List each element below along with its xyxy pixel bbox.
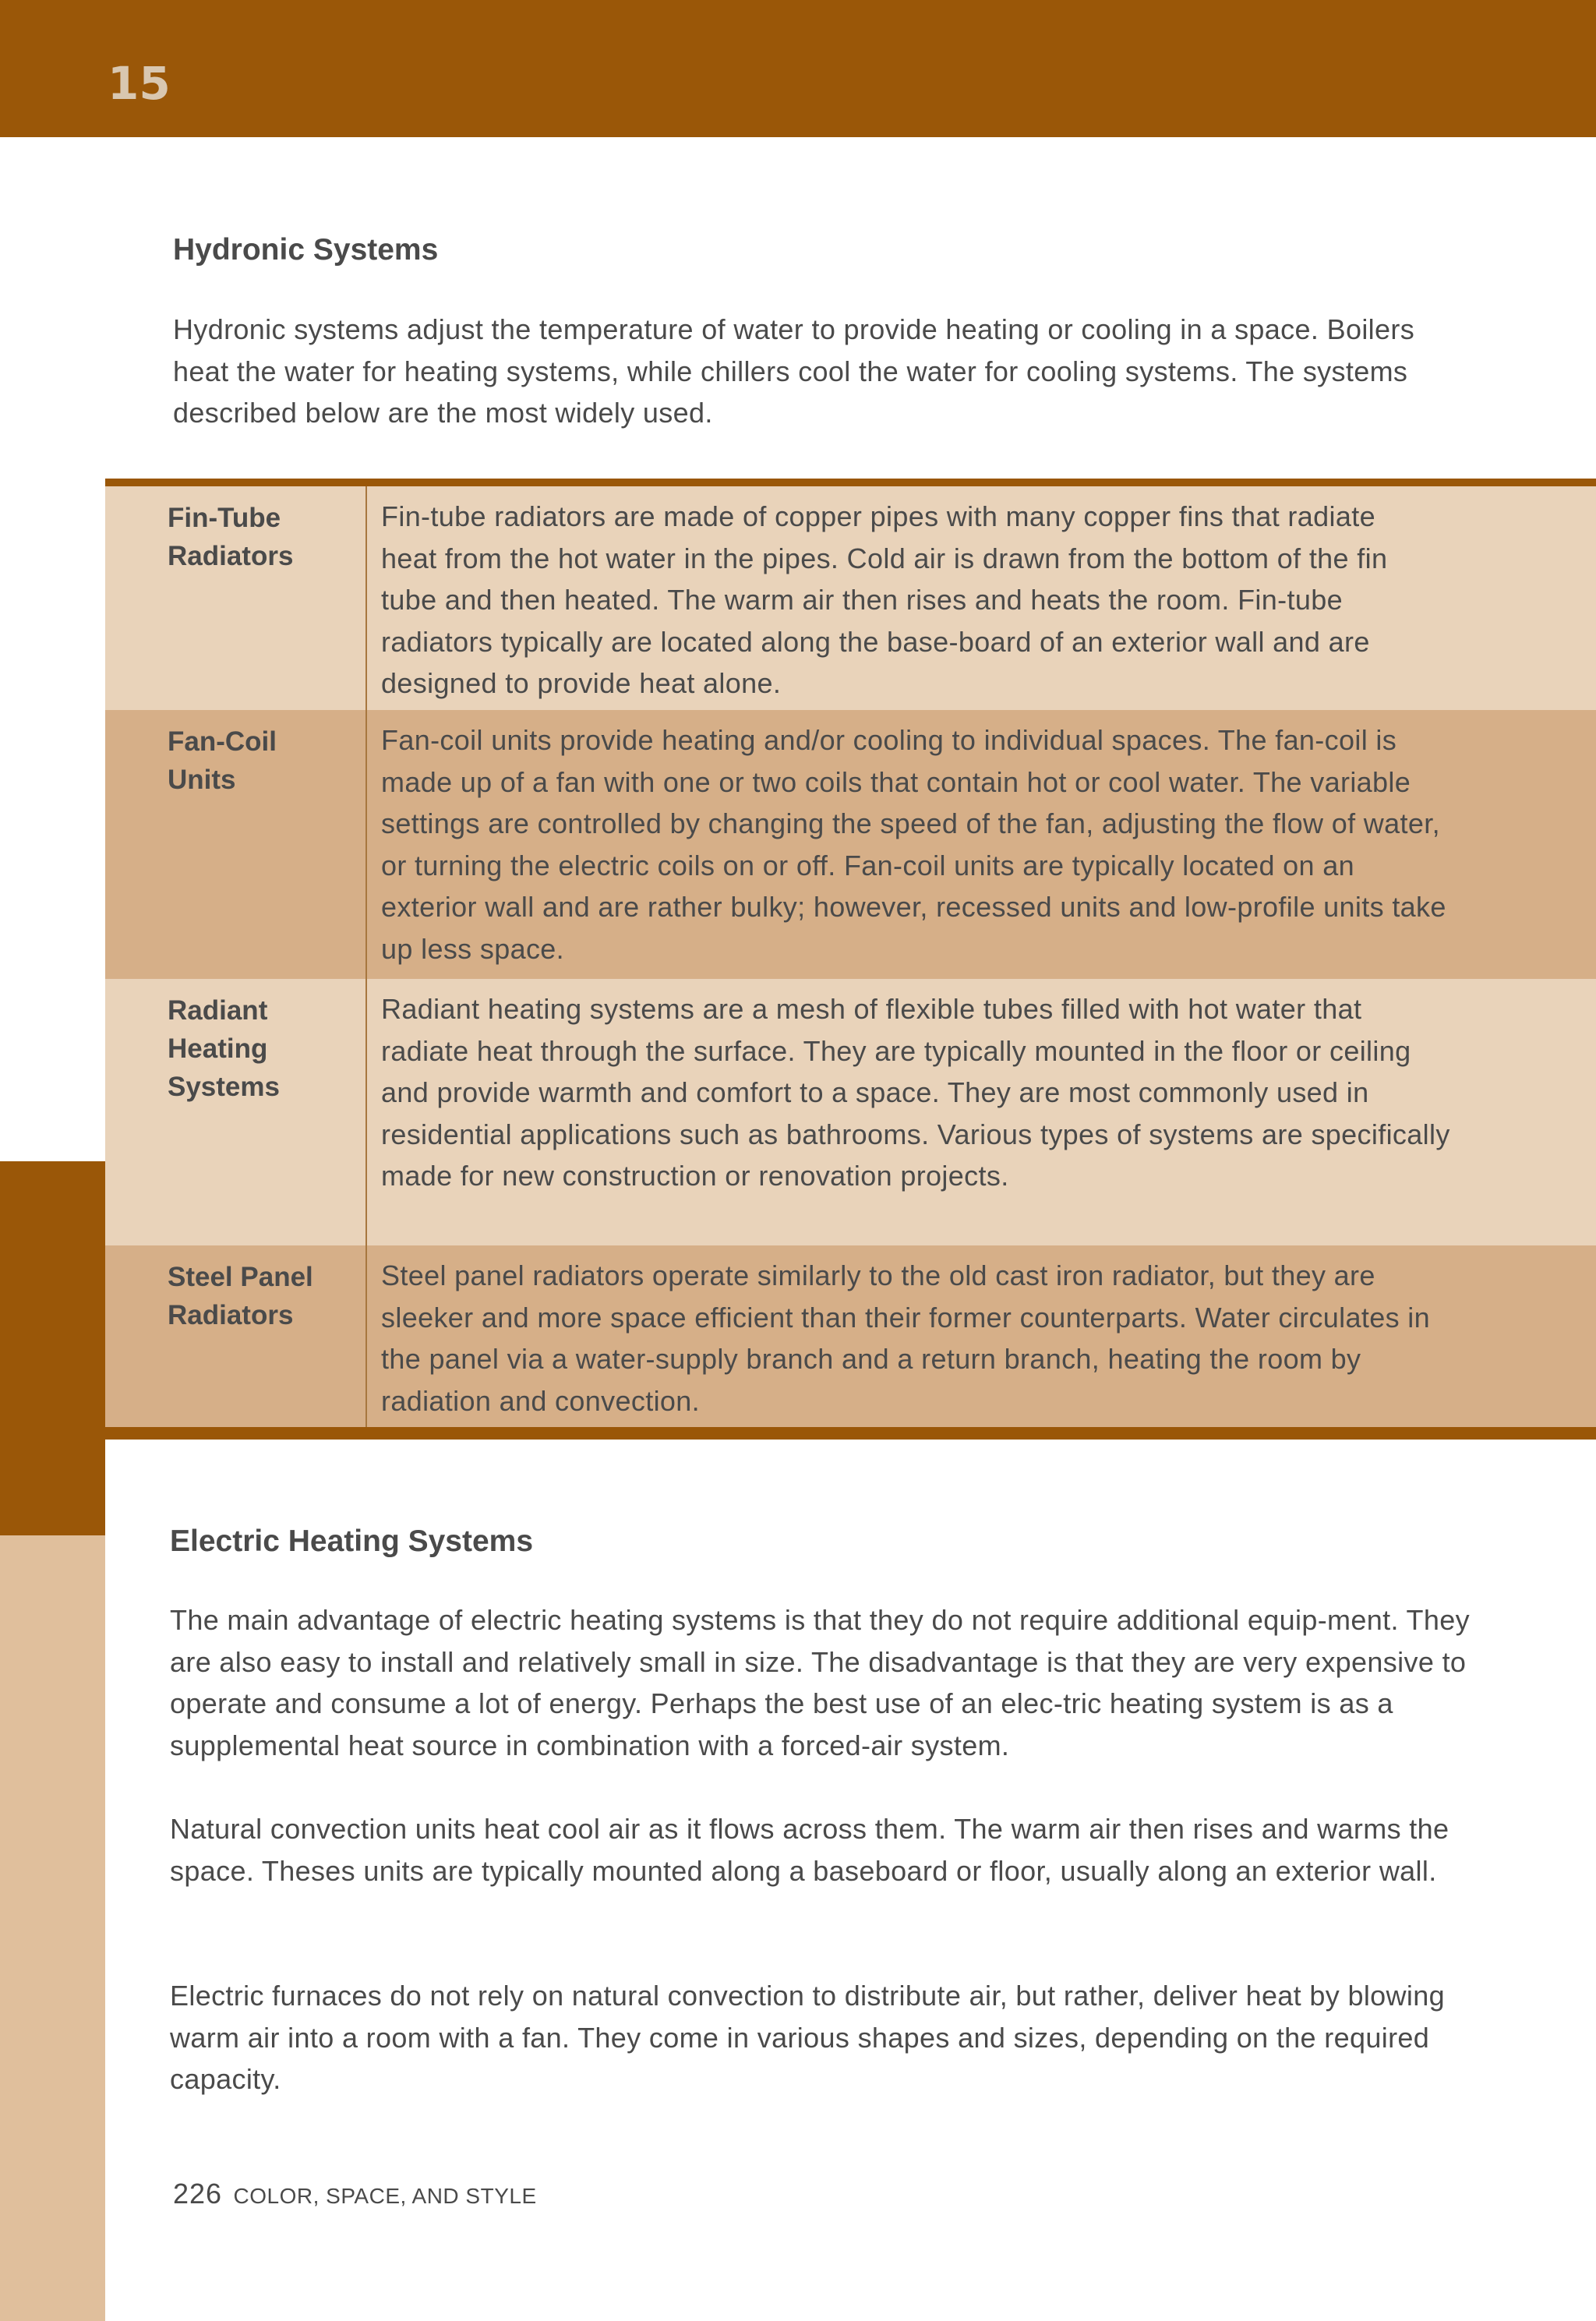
table-row — [105, 710, 1596, 979]
table-row — [105, 979, 1596, 1245]
table-row — [105, 486, 1596, 710]
row-term: Fin-Tube Radiators — [105, 486, 367, 710]
row-description-text: Fan-coil units provide heating and/or cooling to individual spaces. The fan-coil is made up of a fan with one or two coils that contain hot or cool water. The variable settings are controlled by changing the speed of the fan, adjusting the flow of water, or turning the electric coils on or off. Fan-coil units are typically located on an exterior wall and are rather bulky; however, recessed units and low-profile units take up less space. — [381, 724, 1446, 965]
electric-paragraph: Electric furnaces do not rely on natural convection to distribute air, but rather, deliver heat by blowing warm air into a room with a fan. They come in various shapes and sizes, depending on the required capacity. — [170, 1980, 1445, 2095]
hydronic-intro: Hydronic systems adjust the temperature of water to provide heating or cooling in a space. Boilers heat the water for heating systems, while chillers cool the water for cooling systems. The systems described below are the most widely used. — [173, 313, 1415, 429]
side-accent-dark — [0, 1161, 105, 1537]
running-title: COLOR, SPACE, AND STYLE — [233, 2184, 537, 2208]
row-description — [367, 710, 1596, 979]
row-description-text: Radiant heating systems are a mesh of flexible tubes filled with hot water that radiate heat through the surface. They are typically mounted in the floor or ceiling and provide warmth and comfort to a space. They are most commonly used in residential applications such as bathrooms. Various types of systems are specifically made for new construction or renovation projects. — [381, 993, 1450, 1192]
row-term: Radiant Heating Systems — [105, 979, 367, 1245]
hydronic-systems-table — [105, 479, 1596, 1440]
row-term: Fan-Coil Units — [105, 710, 367, 979]
table-row — [105, 1245, 1596, 1427]
hydronic-heading: Hydronic Systems — [173, 233, 439, 267]
row-description — [367, 486, 1596, 710]
row-description — [367, 979, 1596, 1245]
electric-paragraph: The main advantage of electric heating systems is that they do not require additional equip-ment. They are also easy to install and relatively small in size. The disadvantage is that they are very expensive to operate and consume a lot of energy. Perhaps the best use of an elec-tric heating system is as a supplemental heat source in combination with a forced-air system. — [170, 1604, 1470, 1761]
page-number: 226 — [173, 2178, 223, 2210]
page-footer — [173, 2180, 537, 2208]
electric-heading: Electric Heating Systems — [170, 1524, 534, 1558]
row-term: Steel Panel Radiators — [105, 1245, 367, 1427]
row-description — [367, 1245, 1596, 1427]
chapter-number: 15 — [108, 57, 171, 110]
row-description-text: Steel panel radiators operate similarly to the old cast iron radiator, but they are sleeker and more space efficient than their former counterparts. Water circulates in the panel via a water-supply branch and a return branch, heating the room by radiation and convection. — [381, 1259, 1431, 1417]
electric-paragraph: Natural convection units heat cool air as it flows across them. The warm air then rises and warms the space. Theses units are typically mounted along a baseboard or floor, usually along an exterior wall. — [170, 1813, 1449, 1887]
row-description-text: Fin-tube radiators are made of copper pipes with many copper fins that radiate heat from the hot water in the pipes. Cold air is drawn from the bottom of the fin tube and then heated. The warm air then rises and heats the room. Fin-tube radiators typically are located along the base-board of an exterior wall and are designed to provide heat alone. — [381, 500, 1388, 699]
side-accent-light — [0, 1535, 105, 2321]
chapter-header-band — [0, 0, 1596, 137]
